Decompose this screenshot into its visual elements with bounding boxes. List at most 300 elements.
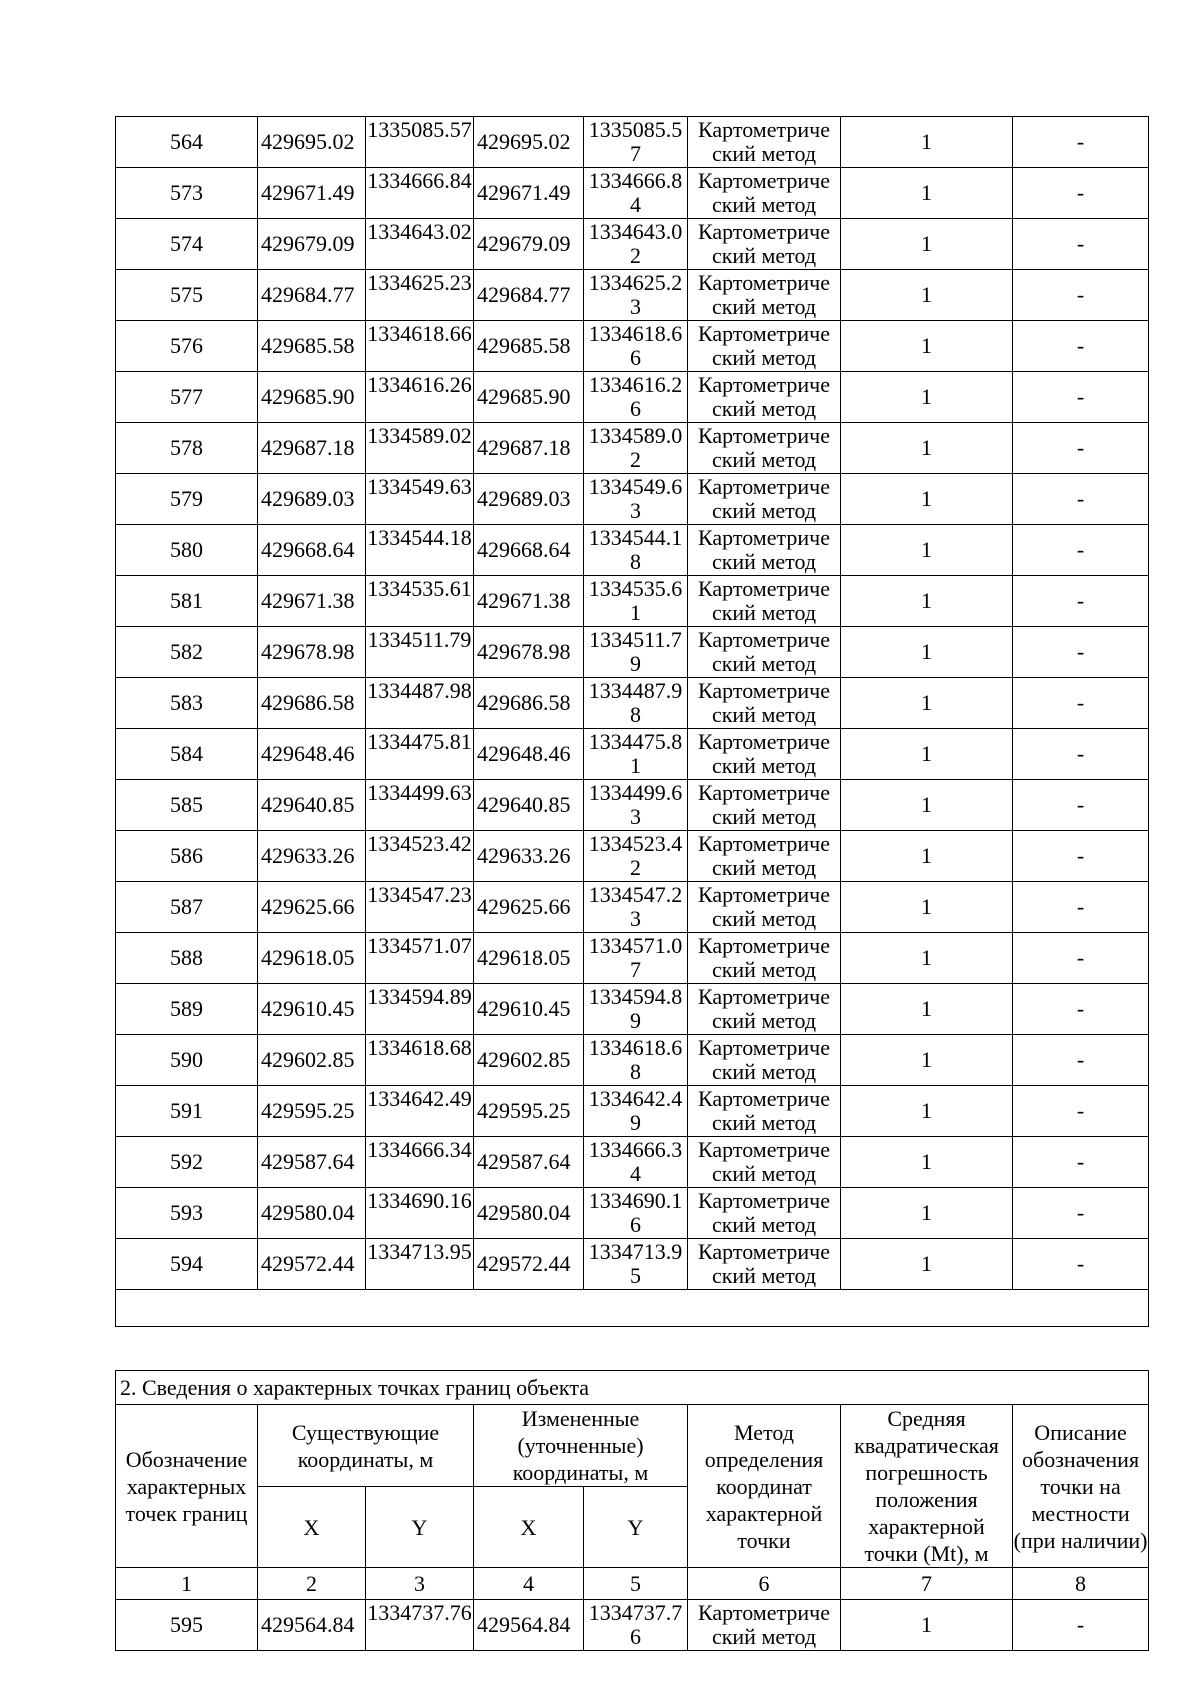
- y-changed-text: 1334547.23: [588, 882, 683, 931]
- y-changed: [584, 525, 688, 576]
- y-changed: [584, 780, 688, 831]
- point-number: 585: [116, 780, 258, 831]
- mean-error: 1: [841, 474, 1013, 525]
- x-changed: 429564.84: [474, 1600, 584, 1651]
- method-text: [688, 372, 840, 422]
- point-description: -: [1013, 372, 1149, 423]
- y-existing: [366, 1086, 474, 1137]
- point-number: 594: [116, 1239, 258, 1290]
- method-line-1: Картометриче: [698, 1086, 830, 1111]
- y-changed-text: 1334618.68: [588, 1035, 683, 1084]
- x-existing: 429685.58: [258, 321, 366, 372]
- header-x-changed: X: [474, 1487, 584, 1568]
- table-caption: 2. Сведения о характерных точках границ объекта: [116, 1371, 1149, 1405]
- point-description: -: [1013, 627, 1149, 678]
- table-row: [116, 1035, 1149, 1086]
- x-existing: 429689.03: [258, 474, 366, 525]
- y-changed-text: 1334544.18: [588, 525, 683, 574]
- table-row: [116, 474, 1149, 525]
- header-x-existing: X: [258, 1487, 366, 1568]
- y-changed: [584, 1035, 688, 1086]
- x-existing: 429587.64: [258, 1137, 366, 1188]
- col-number: 8: [1013, 1568, 1149, 1600]
- y-existing: [366, 321, 474, 372]
- method-line-2: ский метод: [711, 651, 817, 676]
- point-description: -: [1013, 1035, 1149, 1086]
- x-changed: 429685.90: [474, 372, 584, 423]
- method-line-1: Картометриче: [698, 933, 830, 958]
- method-text: [688, 474, 840, 524]
- point-number: 586: [116, 831, 258, 882]
- method-text: [688, 933, 840, 983]
- x-changed: 429640.85: [474, 780, 584, 831]
- method-line-2: ский метод: [711, 1624, 817, 1649]
- y-existing: [366, 1600, 474, 1651]
- x-existing: 429618.05: [258, 933, 366, 984]
- y-changed-text: 1334690.16: [588, 1188, 683, 1237]
- y-changed: [584, 1137, 688, 1188]
- y-existing-text: 1334625.23: [367, 270, 472, 295]
- method-line-1: Картометриче: [698, 831, 830, 856]
- method-text: [688, 270, 840, 320]
- y-changed: [584, 882, 688, 933]
- y-existing: [366, 1035, 474, 1086]
- x-existing: 429679.09: [258, 219, 366, 270]
- y-changed-text: 1334625.23: [588, 270, 683, 319]
- method-text: [688, 1137, 840, 1187]
- method-text: [688, 1600, 840, 1650]
- y-changed: [584, 270, 688, 321]
- point-description: -: [1013, 780, 1149, 831]
- y-changed: [584, 1239, 688, 1290]
- table-row: [116, 1188, 1149, 1239]
- table-row: [116, 321, 1149, 372]
- method-text: [688, 1188, 840, 1238]
- y-existing-text: 1334618.66: [367, 321, 472, 346]
- y-changed: [584, 423, 688, 474]
- table-row: [116, 168, 1149, 219]
- col-number: 4: [474, 1568, 584, 1600]
- method-text: [688, 168, 840, 218]
- point-number: 587: [116, 882, 258, 933]
- point-number: 583: [116, 678, 258, 729]
- mean-error: 1: [841, 780, 1013, 831]
- y-existing: [366, 1239, 474, 1290]
- mean-error: 1: [841, 270, 1013, 321]
- x-changed: 429695.02: [474, 117, 584, 168]
- x-existing: 429633.26: [258, 831, 366, 882]
- header-y-existing: Y: [366, 1487, 474, 1568]
- method-line-1: Картометриче: [698, 474, 830, 499]
- y-changed-text: 1334571.07: [588, 933, 683, 982]
- x-existing: 429678.98: [258, 627, 366, 678]
- mean-error: 1: [841, 321, 1013, 372]
- x-changed: 429689.03: [474, 474, 584, 525]
- method-cell: [688, 372, 841, 423]
- x-changed: 429587.64: [474, 1137, 584, 1188]
- y-existing-text: 1334571.07: [367, 933, 472, 958]
- x-changed: 429648.46: [474, 729, 584, 780]
- method-text: [688, 576, 840, 626]
- y-existing: [366, 525, 474, 576]
- y-changed: [584, 576, 688, 627]
- method-cell: [688, 933, 841, 984]
- mean-error: 1: [841, 576, 1013, 627]
- method-cell: [688, 423, 841, 474]
- table-row: [116, 1086, 1149, 1137]
- point-number: 578: [116, 423, 258, 474]
- method-line-2: ский метод: [711, 906, 817, 931]
- mean-error: 1: [841, 372, 1013, 423]
- point-number: 574: [116, 219, 258, 270]
- method-cell: [688, 321, 841, 372]
- table-row: [116, 831, 1149, 882]
- x-existing: 429572.44: [258, 1239, 366, 1290]
- method-cell: [688, 1137, 841, 1188]
- y-existing-text: 1335085.57: [367, 117, 472, 142]
- method-cell: [688, 525, 841, 576]
- mean-error: 1: [841, 1188, 1013, 1239]
- y-existing-text: 1334666.84: [367, 168, 472, 193]
- point-number: 564: [116, 117, 258, 168]
- table-row: [116, 423, 1149, 474]
- method-line-1: Картометриче: [698, 1600, 830, 1625]
- y-changed: [584, 117, 688, 168]
- x-existing: 429671.38: [258, 576, 366, 627]
- mean-error: 1: [841, 168, 1013, 219]
- method-cell: [688, 729, 841, 780]
- y-changed-text: 1334666.84: [588, 168, 683, 217]
- table-row: [116, 780, 1149, 831]
- empty-cell: [116, 1290, 1149, 1327]
- header-mean-error: Средняя квадратическая погрешность положения характерной точки (Mt), м: [841, 1405, 1013, 1568]
- y-existing-text: 1334535.61: [367, 576, 472, 601]
- method-line-2: ский метод: [711, 855, 817, 880]
- method-text: [688, 831, 840, 881]
- y-changed-text: 1334475.81: [588, 729, 683, 778]
- col-number: 7: [841, 1568, 1013, 1600]
- header-point-designation: Обозначение характерных точек границ: [116, 1405, 258, 1568]
- x-existing: 429684.77: [258, 270, 366, 321]
- y-changed: [584, 729, 688, 780]
- y-existing-text: 1334475.81: [367, 729, 472, 754]
- method-line-2: ский метод: [711, 294, 817, 319]
- method-cell: [688, 1600, 841, 1651]
- method-cell: [688, 270, 841, 321]
- y-existing: [366, 168, 474, 219]
- x-changed: 429595.25: [474, 1086, 584, 1137]
- y-changed-text: 1334616.26: [588, 372, 683, 421]
- point-description: -: [1013, 270, 1149, 321]
- method-cell: [688, 831, 841, 882]
- table-row: [116, 1137, 1149, 1188]
- y-changed-text: 1334643.02: [588, 219, 683, 268]
- x-existing: 429564.84: [258, 1600, 366, 1651]
- point-description: -: [1013, 1239, 1149, 1290]
- point-number: 581: [116, 576, 258, 627]
- y-changed-text: 1334737.76: [588, 1600, 683, 1649]
- x-existing: 429671.49: [258, 168, 366, 219]
- point-description: -: [1013, 729, 1149, 780]
- method-cell: [688, 117, 841, 168]
- y-existing-text: 1334690.16: [367, 1188, 472, 1213]
- method-cell: [688, 168, 841, 219]
- y-changed: [584, 933, 688, 984]
- y-existing-text: 1334523.42: [367, 831, 472, 856]
- method-line-2: ский метод: [711, 1110, 817, 1135]
- method-line-1: Картометриче: [698, 372, 830, 397]
- x-changed: 429633.26: [474, 831, 584, 882]
- method-line-2: ский метод: [711, 1008, 817, 1033]
- y-changed: [584, 372, 688, 423]
- method-line-1: Картометриче: [698, 576, 830, 601]
- point-number: 593: [116, 1188, 258, 1239]
- x-changed: 429602.85: [474, 1035, 584, 1086]
- table-row: [116, 270, 1149, 321]
- point-number: 595: [116, 1600, 258, 1651]
- x-changed: 429610.45: [474, 984, 584, 1035]
- method-line-2: ский метод: [711, 447, 817, 472]
- method-line-1: Картометриче: [698, 219, 830, 244]
- method-line-1: Картометриче: [698, 627, 830, 652]
- col-number: 5: [584, 1568, 688, 1600]
- x-existing: 429685.90: [258, 372, 366, 423]
- method-line-2: ский метод: [711, 1059, 817, 1084]
- point-description: -: [1013, 882, 1149, 933]
- method-cell: [688, 474, 841, 525]
- y-existing-text: 1334499.63: [367, 780, 472, 805]
- method-text: [688, 1239, 840, 1289]
- y-existing: [366, 984, 474, 1035]
- y-existing-text: 1334544.18: [367, 525, 472, 550]
- method-cell: [688, 1188, 841, 1239]
- table-row: [116, 117, 1149, 168]
- col-number: 1: [116, 1568, 258, 1600]
- mean-error: 1: [841, 1239, 1013, 1290]
- y-changed: [584, 1188, 688, 1239]
- method-line-1: Картометриче: [698, 168, 830, 193]
- x-existing: 429625.66: [258, 882, 366, 933]
- y-existing-text: 1334594.89: [367, 984, 472, 1009]
- mean-error: 1: [841, 678, 1013, 729]
- y-changed-text: 1334499.63: [588, 780, 683, 829]
- y-existing: [366, 882, 474, 933]
- method-text: [688, 219, 840, 269]
- y-existing-text: 1334616.26: [367, 372, 472, 397]
- method-cell: [688, 780, 841, 831]
- col-number: 6: [688, 1568, 841, 1600]
- y-changed: [584, 474, 688, 525]
- method-text: [688, 678, 840, 728]
- method-line-1: Картометриче: [698, 1035, 830, 1060]
- x-existing: 429640.85: [258, 780, 366, 831]
- method-line-1: Картометриче: [698, 882, 830, 907]
- method-line-1: Картометриче: [698, 678, 830, 703]
- point-description: -: [1013, 474, 1149, 525]
- y-changed: [584, 831, 688, 882]
- y-existing: [366, 933, 474, 984]
- point-number: 584: [116, 729, 258, 780]
- method-line-1: Картометриче: [698, 780, 830, 805]
- table-row: [116, 1239, 1149, 1290]
- method-line-1: Картометриче: [698, 270, 830, 295]
- header-y-changed: Y: [584, 1487, 688, 1568]
- method-cell: [688, 1239, 841, 1290]
- point-number: 591: [116, 1086, 258, 1137]
- y-changed-text: 1334618.66: [588, 321, 683, 370]
- method-line-1: Картометриче: [698, 525, 830, 550]
- y-existing: [366, 1137, 474, 1188]
- y-changed: [584, 1086, 688, 1137]
- col-number: 3: [366, 1568, 474, 1600]
- table-row: [116, 525, 1149, 576]
- method-line-2: ский метод: [711, 1161, 817, 1186]
- y-changed-text: 1334594.89: [588, 984, 683, 1033]
- y-changed: [584, 168, 688, 219]
- method-cell: [688, 1035, 841, 1086]
- y-existing: [366, 576, 474, 627]
- y-changed-text: 1334535.61: [588, 576, 683, 625]
- x-changed: 429618.05: [474, 933, 584, 984]
- y-existing: [366, 678, 474, 729]
- x-changed: 429572.44: [474, 1239, 584, 1290]
- x-changed: 429686.58: [474, 678, 584, 729]
- method-line-2: ский метод: [711, 498, 817, 523]
- mean-error: 1: [841, 1035, 1013, 1086]
- y-existing: [366, 219, 474, 270]
- y-changed-text: 1334666.34: [588, 1137, 683, 1186]
- point-description: -: [1013, 933, 1149, 984]
- method-line-2: ский метод: [711, 345, 817, 370]
- mean-error: 1: [841, 1086, 1013, 1137]
- method-cell: [688, 576, 841, 627]
- point-number: 580: [116, 525, 258, 576]
- y-changed: [584, 219, 688, 270]
- x-existing: 429648.46: [258, 729, 366, 780]
- y-existing-text: 1334547.23: [367, 882, 472, 907]
- y-existing-text: 1334666.34: [367, 1137, 472, 1162]
- x-existing: 429602.85: [258, 1035, 366, 1086]
- point-description: -: [1013, 168, 1149, 219]
- y-changed: [584, 627, 688, 678]
- y-changed-text: 1335085.57: [588, 117, 683, 166]
- x-changed: 429625.66: [474, 882, 584, 933]
- x-changed: 429679.09: [474, 219, 584, 270]
- y-changed-text: 1334511.79: [589, 627, 682, 676]
- point-description: -: [1013, 984, 1149, 1035]
- method-line-2: ский метод: [711, 600, 817, 625]
- y-existing-text: 1334713.95: [367, 1239, 472, 1264]
- method-cell: [688, 882, 841, 933]
- method-line-2: ский метод: [711, 804, 817, 829]
- y-changed-text: 1334642.49: [588, 1086, 683, 1135]
- mean-error: 1: [841, 831, 1013, 882]
- method-cell: [688, 1086, 841, 1137]
- method-line-1: Картометриче: [698, 423, 830, 448]
- empty-row: [116, 1290, 1149, 1327]
- point-description: -: [1013, 1137, 1149, 1188]
- x-existing: 429580.04: [258, 1188, 366, 1239]
- x-changed: 429580.04: [474, 1188, 584, 1239]
- point-number: 589: [116, 984, 258, 1035]
- point-description: -: [1013, 423, 1149, 474]
- x-changed: 429684.77: [474, 270, 584, 321]
- x-changed: 429685.58: [474, 321, 584, 372]
- y-existing: [366, 729, 474, 780]
- point-description: -: [1013, 831, 1149, 882]
- method-text: [688, 780, 840, 830]
- header-description: Описание обозначения точки на местности (при наличии): [1013, 1405, 1149, 1568]
- mean-error: 1: [841, 1137, 1013, 1188]
- col-number: 2: [258, 1568, 366, 1600]
- mean-error: 1: [841, 627, 1013, 678]
- method-line-2: ский метод: [711, 192, 817, 217]
- table-row: [116, 729, 1149, 780]
- method-line-1: Картометриче: [698, 1137, 830, 1162]
- mean-error: 1: [841, 882, 1013, 933]
- point-description: -: [1013, 678, 1149, 729]
- method-line-2: ский метод: [711, 1263, 817, 1288]
- y-existing: [366, 831, 474, 882]
- method-line-1: Картометриче: [698, 1188, 830, 1213]
- x-existing: 429695.02: [258, 117, 366, 168]
- table-row: [116, 219, 1149, 270]
- point-description: -: [1013, 1086, 1149, 1137]
- method-line-2: ский метод: [711, 957, 817, 982]
- point-number: 579: [116, 474, 258, 525]
- y-existing: [366, 1188, 474, 1239]
- point-description: -: [1013, 219, 1149, 270]
- method-line-1: Картометриче: [698, 117, 830, 142]
- method-text: [688, 1086, 840, 1136]
- table-row: [116, 933, 1149, 984]
- x-existing: 429610.45: [258, 984, 366, 1035]
- y-existing: [366, 270, 474, 321]
- method-line-2: ский метод: [711, 753, 817, 778]
- point-number: 590: [116, 1035, 258, 1086]
- y-changed: [584, 321, 688, 372]
- method-cell: [688, 219, 841, 270]
- y-changed-text: 1334713.95: [588, 1239, 683, 1288]
- method-text: [688, 525, 840, 575]
- method-text: [688, 321, 840, 371]
- method-text: [688, 117, 840, 167]
- method-cell: [688, 984, 841, 1035]
- method-line-2: ский метод: [711, 243, 817, 268]
- x-changed: 429687.18: [474, 423, 584, 474]
- method-text: [688, 1035, 840, 1085]
- mean-error: 1: [841, 933, 1013, 984]
- x-changed: 429668.64: [474, 525, 584, 576]
- method-line-2: ский метод: [711, 549, 817, 574]
- x-existing: 429686.58: [258, 678, 366, 729]
- y-changed: [584, 678, 688, 729]
- x-existing: 429687.18: [258, 423, 366, 474]
- y-changed-text: 1334487.98: [588, 678, 683, 727]
- y-changed: [584, 1600, 688, 1651]
- table-row: [116, 1600, 1149, 1651]
- y-existing: [366, 423, 474, 474]
- mean-error: 1: [841, 729, 1013, 780]
- y-existing-text: 1334737.76: [367, 1600, 472, 1625]
- table-row: [116, 372, 1149, 423]
- method-text: [688, 423, 840, 473]
- method-text: [688, 882, 840, 932]
- header-existing-coords: Существующие координаты, м: [258, 1405, 474, 1487]
- method-line-2: ский метод: [711, 141, 817, 166]
- y-changed-text: 1334549.63: [588, 474, 683, 523]
- point-number: 573: [116, 168, 258, 219]
